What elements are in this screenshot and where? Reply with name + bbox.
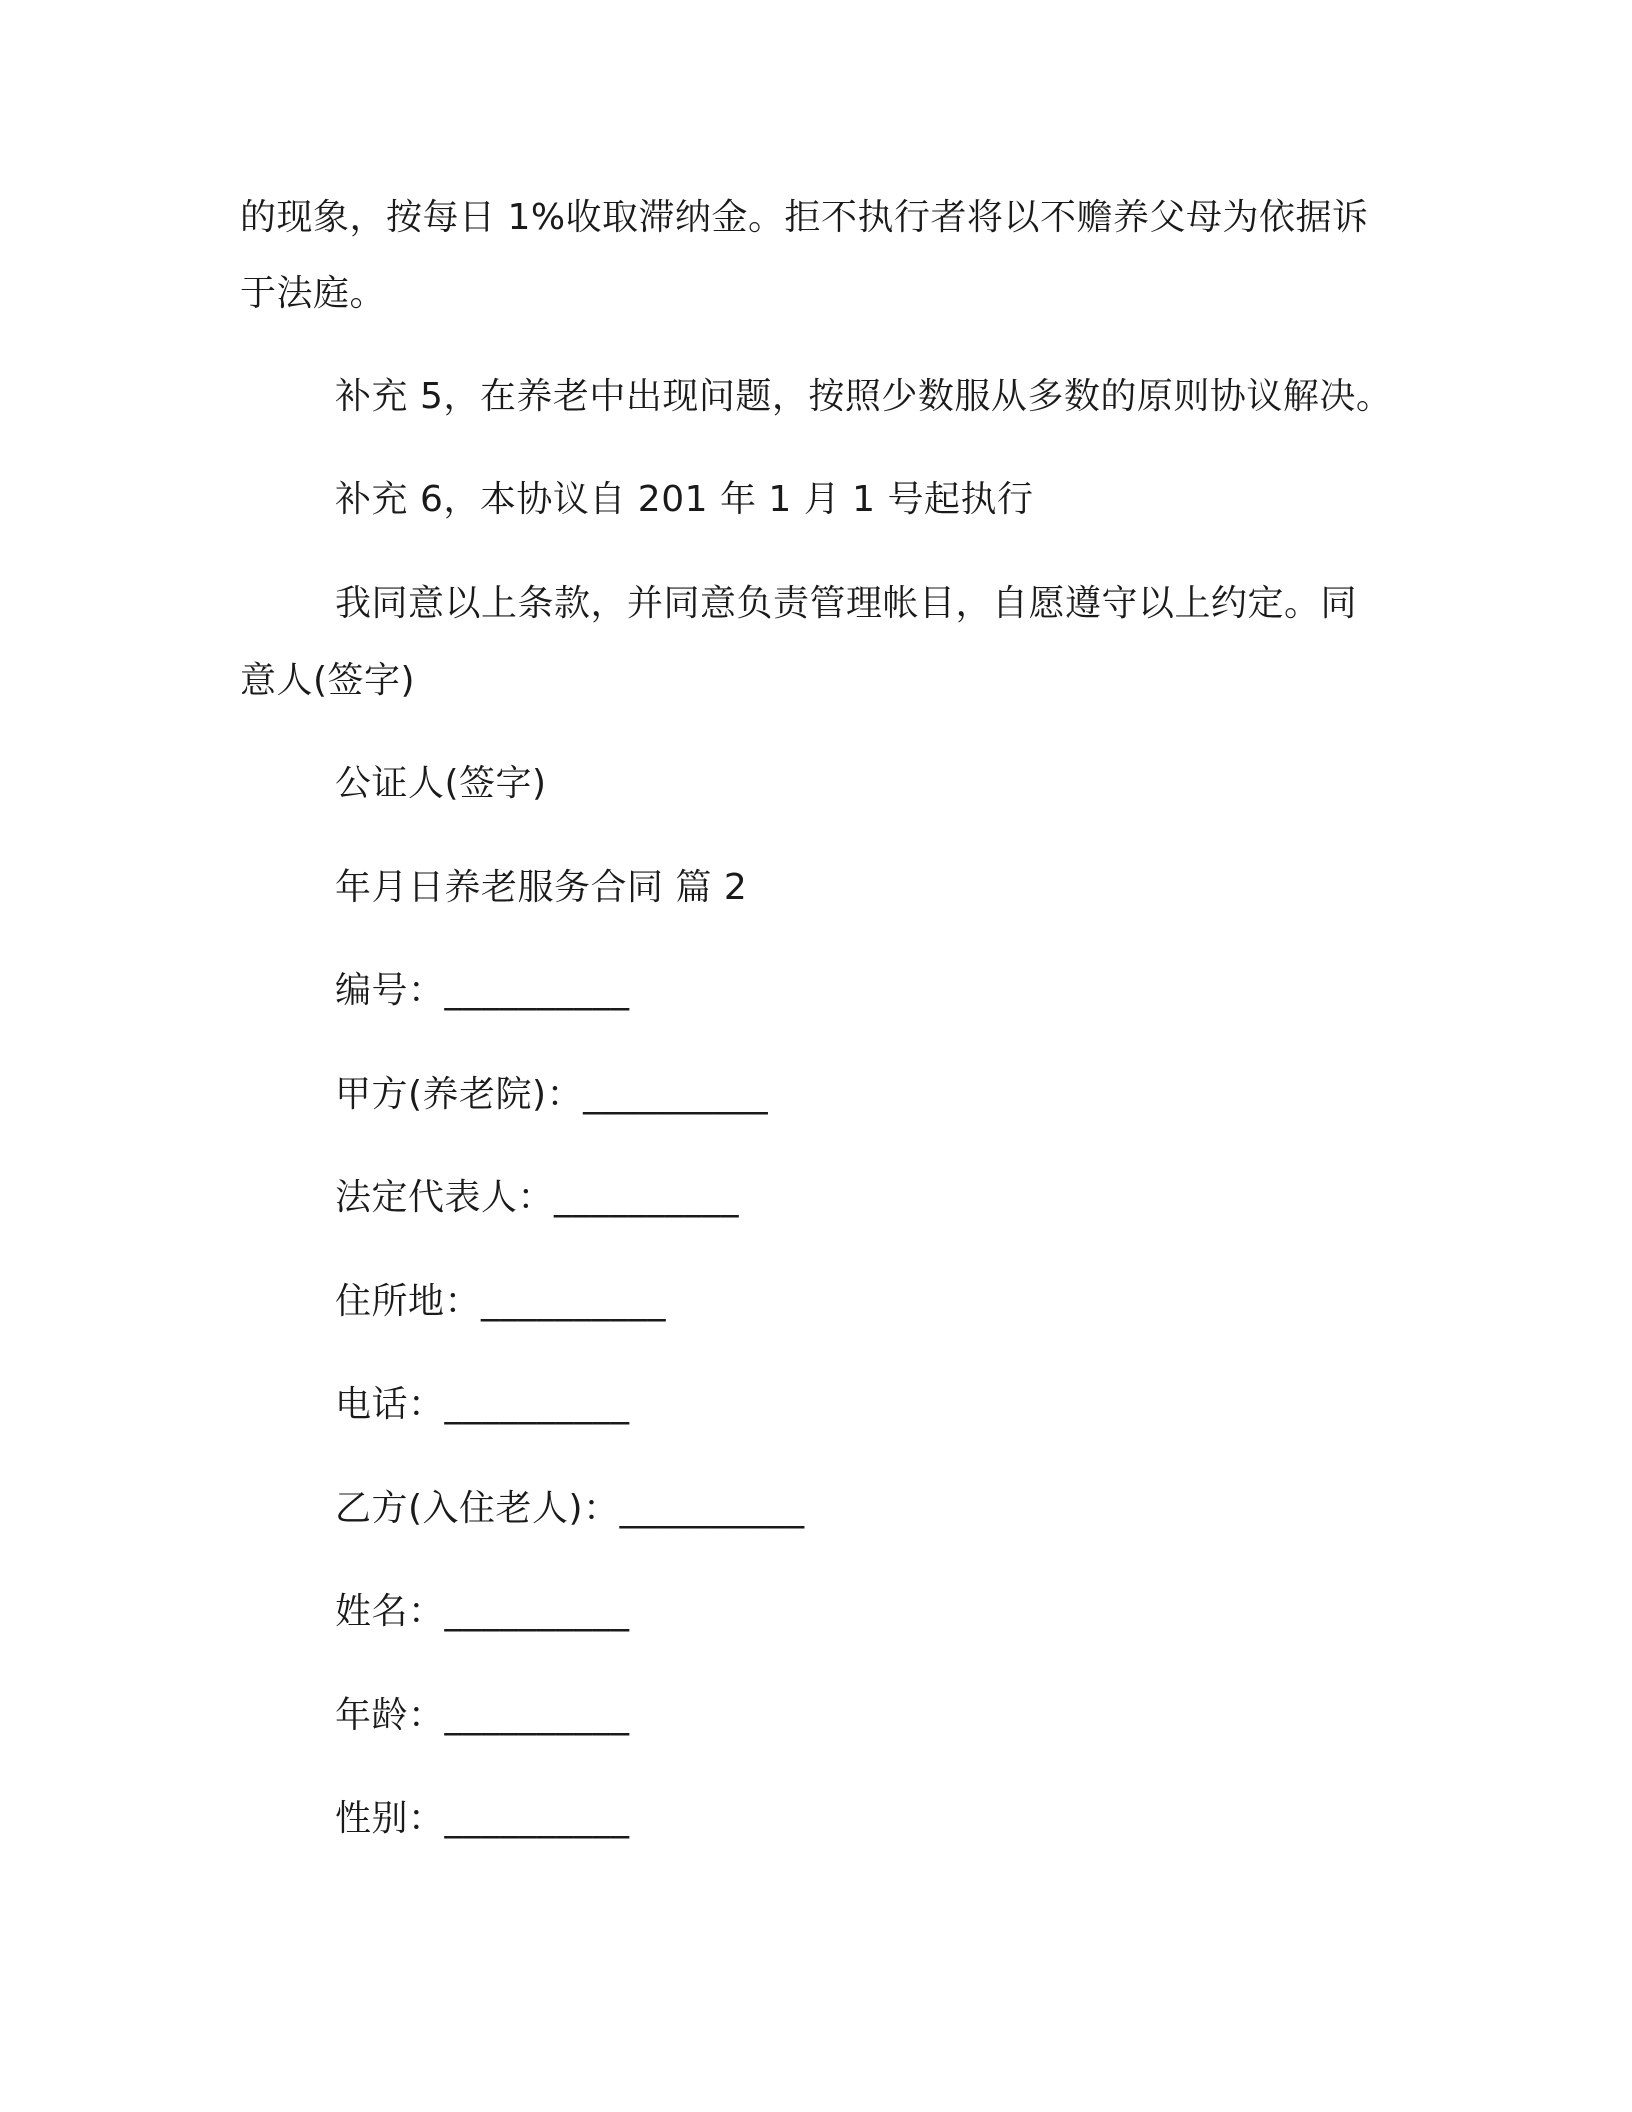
field-gender: 性别：__________ <box>335 1798 630 1839</box>
field-party-a: 甲方(养老院)：__________ <box>335 1074 769 1115</box>
field-phone: 电话：__________ <box>335 1384 630 1425</box>
field-name: 姓名：__________ <box>335 1591 630 1632</box>
agreement-statement-cont: 意人(签字) <box>240 660 416 701</box>
field-legal-representative: 法定代表人：__________ <box>335 1177 740 1218</box>
supplement-6: 补充 6，本协议自 201 年 1 月 1 号起执行 <box>335 479 1034 520</box>
notary-signature: 公证人(签字) <box>335 763 547 804</box>
agreement-statement: 我同意以上条款，并同意负责管理帐目，自愿遵守以上约定。同 <box>335 583 1358 624</box>
field-age: 年龄：__________ <box>335 1695 630 1736</box>
field-party-b: 乙方(入住老人)：__________ <box>335 1488 805 1529</box>
paragraph-line: 的现象，按每日 1%收取滞纳金。拒不执行者将以不赡养父母为依据诉 <box>240 197 1369 238</box>
paragraph-line: 于法庭。 <box>240 273 387 314</box>
field-address: 住所地：__________ <box>335 1281 667 1322</box>
supplement-5: 补充 5，在养老中出现问题，按照少数服从多数的原则协议解决。 <box>335 376 1393 417</box>
section-title: 年月日养老服务合同 篇 2 <box>335 867 748 908</box>
field-number: 编号：__________ <box>335 970 630 1011</box>
